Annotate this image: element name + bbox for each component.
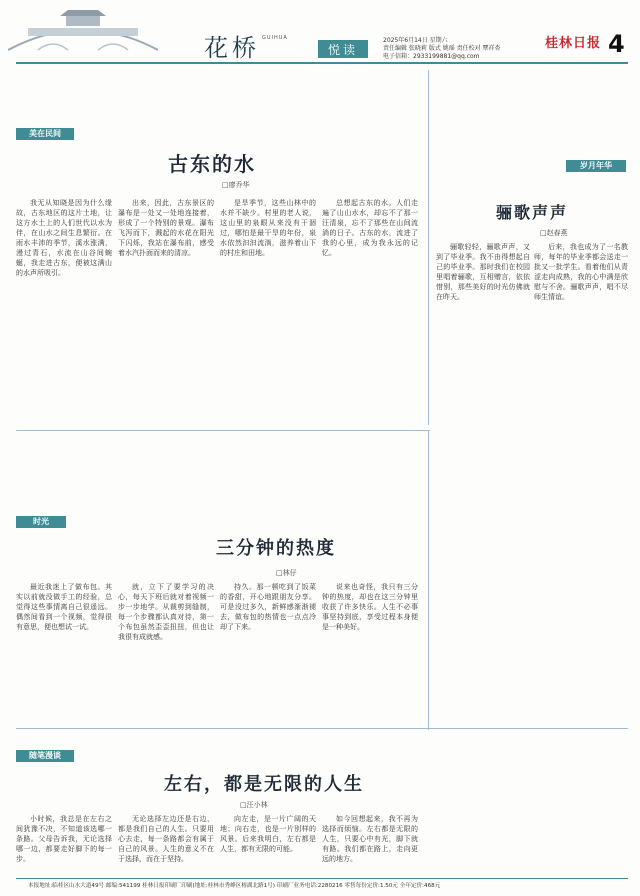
contact-email: 电子信箱：2933199881@qq.com: [383, 53, 480, 60]
vertical-divider-2: [428, 430, 429, 730]
footer-info: 本报地址:临桂区山水大道49号 邮编:541199 桂林日报印刷厂印刷(地址:桂林市秀峰区榕湖北路1号) 印刷厂业务电话:2280216 零售每份定价:1.50元 全年定价:468元: [28, 883, 441, 889]
article-body-zuoyou-col1: 小时候，我总是在左右之间犹豫不决，不知道该选哪一条路。父母告诉我，无论选择哪一边，都要走好脚下的每一步。: [16, 815, 112, 863]
article-title-liige: 骊歌声声: [496, 203, 569, 222]
issue-date: 2025年6月14日 星期六: [383, 37, 448, 44]
article-title-zuoyou: 左右，都是无限的人生: [164, 774, 364, 795]
article-body-zuoyou-col3: 向左走，是一片广阔的天地；向右走，也是一片别样的风景。后来我明白，左右都是人生，都有无限的可能。: [220, 815, 316, 853]
column-pinyin: GUIHUA: [262, 35, 288, 41]
article-body-gudong-col4: 总想起古东的水。人们走遍了山山水水，却忘不了那一汪清泉，忘不了那些在山间流淌的日子。古东的水，流进了我的心里，成为我永远的记忆。: [322, 199, 418, 257]
article-body-sanfenzhong-col1: 最近我迷上了做布包。其实以前就没做手工的经验，总觉得这些事情离自己很遥远。偶然间看到一个视频，觉得很有意思，便也想试一试。: [16, 583, 112, 631]
article-body-gudong-col3: 是旱季节，这些山林中的水并不缺少。村里的老人说，这山里的泉眼从来没有干涸过，哪怕是最干旱的年份，泉水依然汩汩流淌，滋养着山下的村庄和田地。: [220, 199, 316, 257]
section-tag-suibi: 随笔漫谈: [16, 750, 74, 762]
article-body-gudong-col1: 我无从知晓是因为什么缘故，古东地区的这片土地，让这方水土上的人们世代以水为伴，在山水之间生息繁衍。在雨水丰沛的季节，溪水涨满，漫过青石，水流在山谷间蜿蜒，我走进古东，便被这满山的水声所吸引。: [16, 199, 112, 277]
masthead-divider: [16, 62, 628, 64]
article-body-zuoyou-col2: 无论选择左边还是右边，都是我们自己的人生。只要用心去走，每一条路都会有属于自己的风景。人生的意义不在于选择，而在于坚持。: [118, 815, 214, 863]
footer-divider: [16, 878, 628, 879]
page-number: 4: [608, 30, 625, 58]
horizontal-divider-1: [16, 430, 430, 431]
article-body-sanfenzhong-col2: 就，立下了要学习的决心，每天下班后就对着视频一步一步地学。从裁剪到缝制，每一个步骤都认真对待，第一个布包虽然歪歪扭扭，但也让我很有成就感。: [118, 583, 214, 641]
article-title-sanfenzhong: 三分钟的热度: [216, 538, 336, 559]
editor-credits: 责任编辑 张晓莉 版式 姚瑶 责任校对 覃祥杏: [383, 45, 501, 52]
article-body-liige-col2: 后来，我也成为了一名教师，每年的毕业季都会送走一批又一批学生。看着他们从青涩走向成熟，我的心中满是欣慰与不舍。骊歌声声，唱不尽师生情谊。: [534, 243, 628, 301]
article-author-gudong: □廖乔华: [222, 181, 250, 189]
masthead: [0, 0, 640, 60]
section-tag-meizai: 美在民间: [16, 128, 74, 140]
article-body-sanfenzhong-col3: 持久。那一顿吃到了饭菜的香甜，开心地跟朋友分享。可是没过多久，新鲜感渐渐褪去，做布包的热情也一点点冷却了下来。: [220, 583, 316, 631]
article-body-liige-col1: 骊歌轻轻，骊歌声声，又到了毕业季。我不由得想起自己的毕业季。那时我们在校园里唱着骊歌，互相赠言，依依惜别，那些美好的时光仿佛就在昨天。: [436, 243, 530, 301]
article-body-gudong-col2: 出来，因此，古东景区的瀑布是一处又一处地连接着，形成了一个特别的景观。瀑布飞泻而下，溅起的水花在阳光下闪烁，我站在瀑布前，感受着水汽扑面而来的清凉。: [118, 199, 214, 257]
article-body-sanfenzhong-col4: 说来也奇怪，我只有三分钟的热度，却也在这三分钟里收获了许多快乐。人生不必事事坚持到底，享受过程本身便是一种美好。: [322, 583, 418, 631]
section-tag-shiguang: 时光: [16, 516, 66, 528]
article-author-zuoyou: □汪小林: [240, 801, 268, 809]
horizontal-divider-2: [16, 728, 628, 729]
article-body-zuoyou-col4: 如今回想起来，我不再为选择而烦恼。左右都是无限的人生，只要心中有光，脚下就有路。我们都在路上，走向更远的地方。: [322, 815, 418, 863]
newspaper-logo: 桂林日报: [545, 36, 602, 51]
article-author-sanfenzhong: □林仔: [276, 569, 297, 577]
column-name: 花桥: [204, 34, 260, 62]
article-title-gudong: 古东的水: [168, 152, 256, 176]
section-name: 悦读: [327, 43, 358, 57]
section-tag-suiyue: 岁月年华: [566, 160, 626, 172]
article-author-liige: □赵春燕: [540, 229, 568, 237]
bridge-illustration: [8, 10, 158, 56]
vertical-divider-1: [428, 70, 429, 425]
